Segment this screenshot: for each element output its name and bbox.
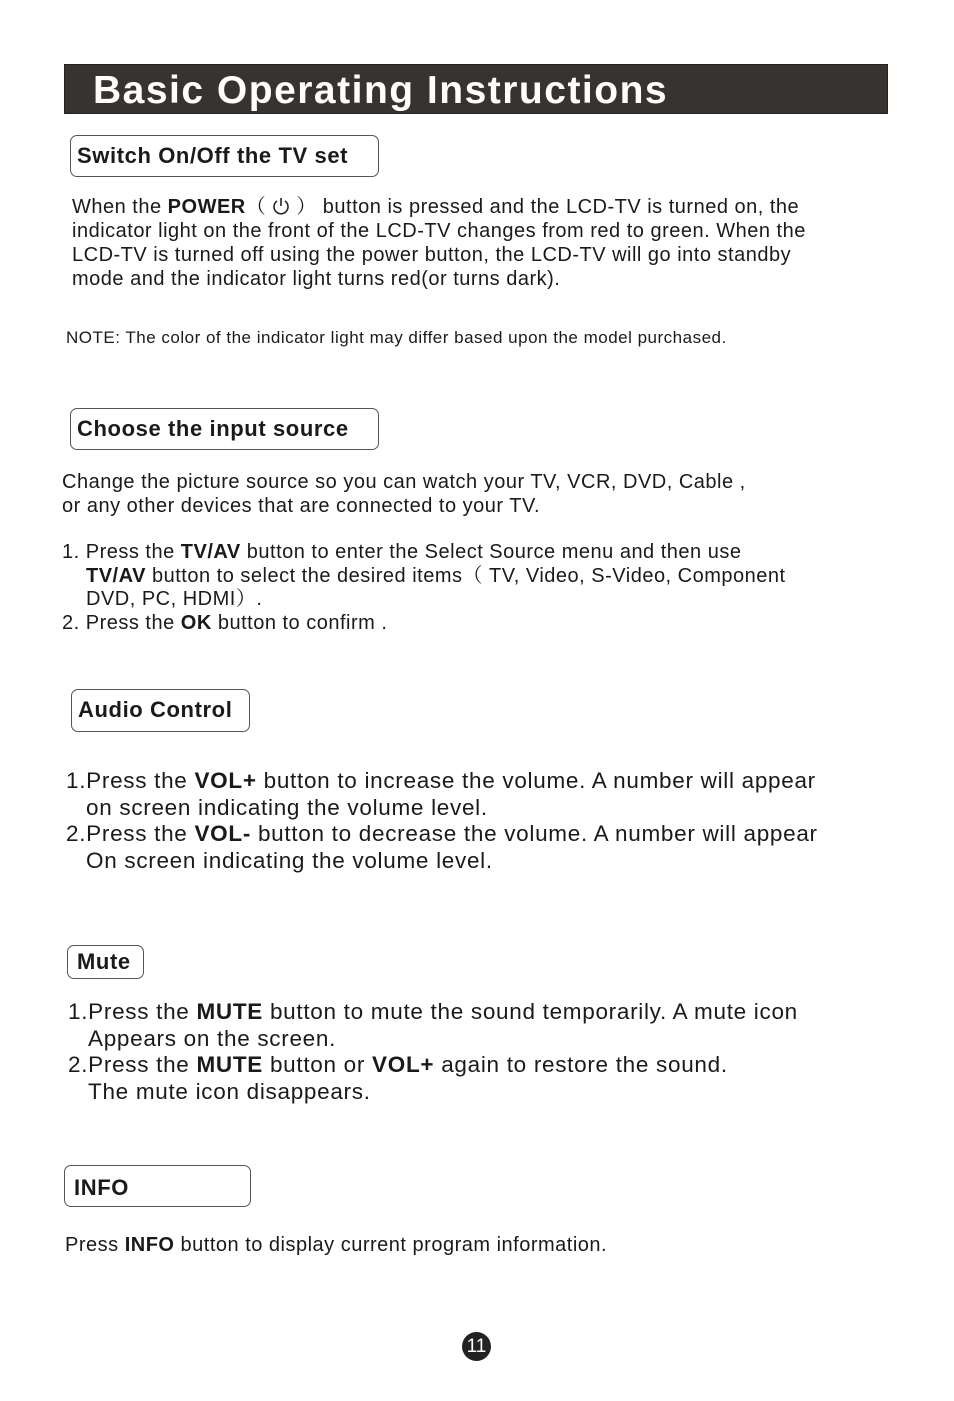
text-fragment: again to restore the sound. bbox=[434, 1052, 728, 1077]
input-step-1-cont bbox=[62, 565, 786, 589]
audio-steps bbox=[66, 768, 818, 874]
audio-step-2 bbox=[66, 821, 818, 848]
text-fragment: button or bbox=[263, 1052, 373, 1077]
input-step-1 bbox=[62, 541, 786, 565]
text-fragment: 1.Press the bbox=[66, 768, 195, 793]
mute-steps bbox=[68, 999, 798, 1105]
input-intro-line-1: Change the picture source so you can watch your TV, VCR, DVD, Cable , bbox=[62, 471, 746, 493]
section-heading-audio-label: Audio Control bbox=[78, 697, 233, 722]
audio-step-1-cont: on screen indicating the volume level. bbox=[86, 794, 488, 820]
text-fragment: button to mute the sound temporarily. A mute icon bbox=[263, 999, 798, 1024]
key-power: POWER bbox=[167, 196, 246, 218]
key-tvav: TV/AV bbox=[180, 541, 241, 563]
text-fragment: button to enter the Select Source menu and then use bbox=[240, 541, 742, 563]
key-info: INFO bbox=[124, 1234, 175, 1256]
text-fragment: button to decrease the volume. A number will appear bbox=[251, 821, 818, 846]
key-mute: MUTE bbox=[196, 999, 264, 1024]
key-vol-plus: VOL+ bbox=[194, 768, 257, 793]
text-fragment: Press bbox=[65, 1234, 125, 1256]
section-heading-switch bbox=[70, 135, 379, 177]
audio-step-2-cont: On screen indicating the volume level. bbox=[86, 847, 493, 873]
section-heading-switch-label: Switch On/Off the TV set bbox=[77, 143, 349, 168]
input-intro-line-2: or any other devices that are connected to your TV. bbox=[62, 495, 540, 517]
mute-step-1 bbox=[68, 999, 798, 1026]
key-vol-plus: VOL+ bbox=[372, 1052, 435, 1077]
switch-line-2: indicator light on the front of the LCD-TV changes from red to green. When the bbox=[72, 220, 806, 242]
text-fragment: button is pressed and the LCD-TV is turned on, the bbox=[316, 196, 800, 218]
section-heading-info bbox=[64, 1165, 251, 1207]
mute-step-2-cont: The mute icon disappears. bbox=[88, 1078, 371, 1104]
input-step-2 bbox=[62, 612, 786, 636]
text-fragment: button to select the desired items（ TV, Video, S-Video, Component bbox=[145, 564, 786, 587]
text-fragment: 1. Press the bbox=[62, 541, 181, 563]
text-fragment: （ bbox=[245, 196, 267, 218]
text-fragment: button to confirm . bbox=[211, 611, 388, 634]
input-steps bbox=[62, 541, 786, 635]
switch-line-3: LCD-TV is turned off using the power button, the LCD-TV will go into standby bbox=[72, 244, 792, 266]
mute-step-2 bbox=[68, 1052, 798, 1079]
text-fragment: 2.Press the bbox=[66, 821, 195, 846]
page-number: 11 bbox=[462, 1332, 491, 1361]
section-heading-mute-label: Mute bbox=[77, 949, 131, 974]
text-fragment: button to increase the volume. A number will appear bbox=[256, 768, 816, 793]
title-bar bbox=[64, 64, 888, 114]
switch-line-4: mode and the indicator light turns red(or turns dark). bbox=[72, 268, 561, 290]
section-heading-input bbox=[70, 408, 379, 450]
power-icon bbox=[270, 195, 292, 217]
text-fragment: ） bbox=[296, 196, 317, 218]
text-fragment: 2.Press the bbox=[68, 1052, 197, 1077]
section-heading-info-label: INFO bbox=[74, 1175, 129, 1200]
text-fragment: 1.Press the bbox=[68, 999, 197, 1024]
section-heading-audio bbox=[71, 689, 250, 732]
input-step-1-cont-2: DVD, PC, HDMI）. bbox=[86, 588, 263, 610]
mute-step-1-cont: Appears on the screen. bbox=[88, 1025, 337, 1051]
key-ok: OK bbox=[180, 611, 212, 634]
note-text: NOTE: The color of the indicator light may differ based upon the model purchased. bbox=[66, 328, 727, 347]
section-heading-mute bbox=[67, 945, 144, 979]
key-mute: MUTE bbox=[196, 1052, 264, 1077]
key-vol-minus: VOL- bbox=[194, 821, 252, 846]
section-heading-input-label: Choose the input source bbox=[77, 416, 349, 441]
input-intro bbox=[62, 470, 746, 518]
info-text bbox=[65, 1234, 607, 1257]
page-title: Basic Operating Instructions bbox=[93, 69, 669, 112]
switch-paragraph bbox=[72, 195, 806, 291]
text-fragment: When the bbox=[72, 196, 168, 218]
switch-line-1 bbox=[72, 195, 806, 219]
key-tvav: TV/AV bbox=[86, 564, 146, 587]
text-fragment: button to display current program information. bbox=[174, 1234, 608, 1256]
text-fragment: 2. Press the bbox=[62, 611, 181, 634]
audio-step-1 bbox=[66, 768, 818, 795]
